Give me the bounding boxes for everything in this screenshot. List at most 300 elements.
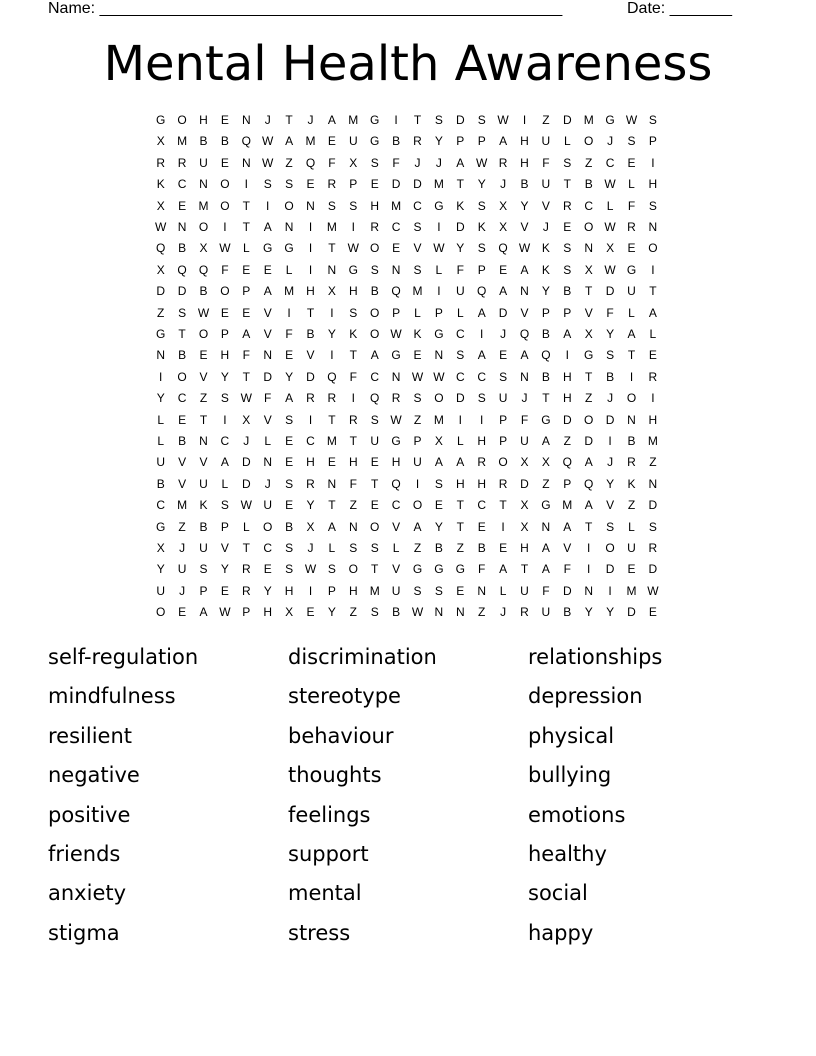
grid-letter: H xyxy=(520,541,529,555)
grid-letter: N xyxy=(434,605,444,620)
grid-letter: P xyxy=(477,134,486,149)
grid-letter: J xyxy=(307,541,314,555)
grid-letter: B xyxy=(627,434,636,448)
grid-letter: E xyxy=(242,262,251,277)
grid-letter: F xyxy=(242,348,250,363)
grid-letter: Q xyxy=(177,262,187,277)
grid-letter: H xyxy=(348,284,358,299)
grid-letter: J xyxy=(607,134,614,149)
grid-letter: U xyxy=(391,583,401,598)
grid-letter: S xyxy=(606,519,615,534)
grid-letter: O xyxy=(220,177,230,192)
grid-letter: R xyxy=(348,412,358,427)
grid-letter: M xyxy=(583,113,594,127)
grid-letter: A xyxy=(263,220,272,234)
grid-letter: S xyxy=(563,262,572,277)
grid-row xyxy=(150,602,675,623)
grid-letter: F xyxy=(520,412,529,427)
grid-letter: D xyxy=(241,476,251,491)
grid-row xyxy=(150,452,675,473)
grid-letter: Q xyxy=(477,284,487,299)
grid-letter: V xyxy=(520,305,529,320)
grid-letter: I xyxy=(651,262,655,277)
grid-letter: T xyxy=(242,220,250,234)
grid-letter: O xyxy=(370,519,380,534)
grid-letter: G xyxy=(626,262,637,277)
grid-letter: I xyxy=(651,391,655,406)
word-list-item: physical xyxy=(528,723,615,748)
grid-letter: S xyxy=(370,605,379,620)
grid-letter: L xyxy=(157,412,165,427)
grid-letter: R xyxy=(562,198,572,213)
grid-letter: S xyxy=(199,562,208,577)
grid-letter: P xyxy=(327,583,336,598)
grid-letter: O xyxy=(648,241,658,256)
grid-letter: N xyxy=(241,113,251,127)
grid-letter: U xyxy=(520,583,529,598)
grid-letter: G xyxy=(391,434,401,448)
grid-letter: D xyxy=(177,284,187,299)
name-field-label[interactable]: Name: ____________________________________________________ xyxy=(48,0,563,17)
grid-letter: C xyxy=(263,541,273,555)
grid-letter: W xyxy=(604,220,616,234)
grid-letter: D xyxy=(413,177,422,192)
grid-letter: L xyxy=(392,541,400,555)
grid-letter: J xyxy=(542,220,549,234)
grid-letter: Z xyxy=(563,434,571,448)
grid-letter: Z xyxy=(478,605,486,620)
grid-letter: F xyxy=(285,327,293,341)
grid-letter: L xyxy=(264,434,272,448)
grid-letter: I xyxy=(587,541,591,555)
grid-letter: W xyxy=(476,155,488,170)
grid-letter: J xyxy=(307,113,314,127)
grid-letter: S xyxy=(285,476,294,491)
grid-letter: V xyxy=(220,541,229,555)
grid-letter: E xyxy=(220,583,229,598)
grid-letter: E xyxy=(627,241,636,256)
word-list-item: thoughts xyxy=(288,763,382,788)
grid-letter: D xyxy=(498,305,508,320)
grid-row xyxy=(150,217,675,238)
grid-letter: A xyxy=(413,519,422,534)
grid-letter: S xyxy=(499,369,508,384)
grid-letter: S xyxy=(606,348,615,363)
grid-row xyxy=(150,431,675,452)
grid-letter: Q xyxy=(541,348,551,363)
grid-row xyxy=(150,345,675,366)
grid-letter: S xyxy=(370,541,379,555)
grid-letter: V xyxy=(392,562,401,577)
grid-letter: S xyxy=(648,198,657,213)
grid-letter: Z xyxy=(349,498,357,513)
word-list-item: relationships xyxy=(528,645,663,669)
grid-letter: H xyxy=(455,476,465,491)
word-list-item: anxiety xyxy=(48,881,127,906)
grid-letter: J xyxy=(607,455,614,470)
grid-letter: T xyxy=(413,113,422,127)
grid-letter: I xyxy=(480,327,484,341)
grid-letter: J xyxy=(435,155,442,170)
grid-letter: D xyxy=(391,177,401,192)
grid-letter: A xyxy=(456,155,465,170)
grid-letter: T xyxy=(328,412,336,427)
grid-letter: R xyxy=(627,220,636,234)
grid-letter: E xyxy=(499,348,508,363)
grid-letter: J xyxy=(607,391,614,406)
word-list-item: stigma xyxy=(48,920,120,945)
grid-letter: S xyxy=(434,476,443,491)
grid-letter: T xyxy=(627,348,636,363)
grid-letter: B xyxy=(477,541,486,555)
grid-letter: O xyxy=(220,284,230,299)
grid-row xyxy=(150,559,675,580)
grid-letter: T xyxy=(285,113,293,127)
grid-letter: W xyxy=(647,583,659,598)
grid-letter: E xyxy=(285,498,294,513)
grid-letter: J xyxy=(500,177,507,192)
grid-letter: P xyxy=(456,134,465,149)
grid-letter: I xyxy=(223,412,227,427)
grid-letter: V xyxy=(263,412,272,427)
grid-letter: N xyxy=(584,241,594,256)
grid-row xyxy=(150,517,675,538)
grid-letter: X xyxy=(285,605,294,620)
grid-letter: M xyxy=(369,583,380,598)
grid-letter: N xyxy=(648,476,658,491)
grid-letter: W xyxy=(197,305,210,320)
grid-letter: X xyxy=(306,519,315,534)
grid-letter: K xyxy=(541,241,550,256)
grid-letter: D xyxy=(648,562,658,577)
grid-letter: O xyxy=(370,241,380,256)
grid-letter: S xyxy=(648,113,657,127)
grid-letter: X xyxy=(520,519,529,534)
grid-letter: X xyxy=(499,198,508,213)
grid-letter: T xyxy=(456,177,464,192)
grid-letter: F xyxy=(349,476,357,491)
grid-letter: E xyxy=(648,605,657,620)
grid-letter: W xyxy=(390,327,402,341)
grid-letter: E xyxy=(648,348,657,363)
grid-letter: B xyxy=(392,605,401,620)
grid-letter: T xyxy=(306,305,315,320)
grid-letter: M xyxy=(305,134,316,149)
grid-letter: X xyxy=(520,498,529,513)
grid-letter: X xyxy=(584,262,593,277)
word-search-grid xyxy=(150,110,675,630)
grid-letter: V xyxy=(263,305,272,320)
grid-letter: T xyxy=(456,498,464,513)
grid-letter: I xyxy=(330,348,334,363)
grid-letter: G xyxy=(455,562,465,577)
grid-letter: M xyxy=(626,583,637,598)
grid-letter: Z xyxy=(585,391,593,406)
grid-letter: T xyxy=(585,369,593,384)
grid-letter: T xyxy=(328,498,336,513)
grid-letter: D xyxy=(241,455,251,470)
grid-letter: I xyxy=(266,198,270,213)
grid-row xyxy=(150,474,675,495)
grid-letter: U xyxy=(156,583,166,598)
grid-letter: C xyxy=(477,369,487,384)
grid-letter: P xyxy=(242,284,251,299)
grid-letter: T xyxy=(371,476,379,491)
grid-letter: S xyxy=(370,155,379,170)
grid-letter: H xyxy=(220,348,230,363)
grid-letter: L xyxy=(435,262,443,277)
grid-letter: Y xyxy=(220,369,229,384)
grid-letter: H xyxy=(263,605,273,620)
grid-letter: F xyxy=(542,155,550,170)
grid-letter: I xyxy=(394,113,398,127)
grid-letter: R xyxy=(498,155,508,170)
grid-letter: Y xyxy=(327,605,336,620)
grid-letter: I xyxy=(565,348,569,363)
grid-letter: D xyxy=(605,562,615,577)
grid-letter: B xyxy=(606,369,615,384)
grid-letter: Y xyxy=(263,583,272,598)
grid-letter: T xyxy=(242,541,250,555)
grid-letter: I xyxy=(308,412,313,427)
grid-letter: E xyxy=(627,155,636,170)
grid-letter: B xyxy=(285,519,294,534)
grid-letter: P xyxy=(477,262,486,277)
grid-letter: C xyxy=(220,434,230,448)
grid-letter: P xyxy=(220,519,229,534)
grid-letter: E xyxy=(263,262,272,277)
grid-letter: G xyxy=(412,562,423,577)
grid-letter: R xyxy=(241,583,251,598)
grid-letter: X xyxy=(584,327,593,341)
grid-letter: S xyxy=(413,391,422,406)
grid-letter: L xyxy=(456,434,464,448)
grid-letter: G xyxy=(541,412,551,427)
grid-letter: D xyxy=(520,476,529,491)
grid-letter: S xyxy=(456,348,465,363)
grid-letter: A xyxy=(199,605,208,620)
grid-letter: V xyxy=(584,305,593,320)
grid-letter: R xyxy=(520,605,529,620)
grid-letter: G xyxy=(348,262,358,277)
grid-letter: B xyxy=(178,241,187,256)
grid-letter: Y xyxy=(434,519,443,534)
grid-letter: P xyxy=(434,305,443,320)
grid-letter: E xyxy=(392,241,401,256)
grid-letter: H xyxy=(520,155,529,170)
grid-letter: G xyxy=(541,498,551,513)
grid-letter: M xyxy=(412,284,423,299)
grid-row xyxy=(150,281,675,302)
grid-row xyxy=(150,303,675,324)
grid-letter: L xyxy=(628,177,635,192)
grid-letter: L xyxy=(242,241,250,256)
grid-row xyxy=(150,495,675,516)
grid-letter: L xyxy=(456,305,464,320)
grid-letter: W xyxy=(262,134,274,149)
grid-letter: Q xyxy=(584,476,594,491)
grid-letter: Z xyxy=(585,155,593,170)
grid-letter: W xyxy=(604,262,616,277)
grid-letter: E xyxy=(477,519,486,534)
grid-letter: C xyxy=(391,498,401,513)
grid-letter: K xyxy=(477,220,486,234)
grid-letter: Q xyxy=(305,155,316,170)
grid-letter: Q xyxy=(391,284,401,299)
grid-letter: U xyxy=(199,476,208,491)
grid-letter: W xyxy=(262,155,274,170)
grid-letter: Z xyxy=(542,476,550,491)
grid-letter: N xyxy=(391,262,401,277)
grid-letter: O xyxy=(198,220,209,234)
grid-letter: V xyxy=(520,220,529,234)
grid-letter: B xyxy=(178,348,187,363)
grid-letter: J xyxy=(264,476,271,491)
grid-letter: D xyxy=(562,412,572,427)
grid-letter: D xyxy=(627,605,636,620)
grid-letter: U xyxy=(541,605,551,620)
grid-row xyxy=(150,410,675,431)
grid-letter: H xyxy=(648,177,658,192)
grid-letter: O xyxy=(370,305,380,320)
grid-letter: R xyxy=(306,476,315,491)
grid-letter: U xyxy=(520,434,529,448)
grid-letter: R xyxy=(306,391,315,406)
grid-letter: J xyxy=(521,391,528,406)
grid-row xyxy=(150,196,675,217)
grid-letter: R xyxy=(648,369,658,384)
grid-letter: S xyxy=(434,583,443,598)
grid-letter: M xyxy=(433,177,444,192)
grid-letter: C xyxy=(177,177,187,192)
grid-letter: I xyxy=(651,155,655,170)
grid-letter: Z xyxy=(413,412,422,427)
grid-letter: I xyxy=(501,519,505,534)
grid-letter: I xyxy=(244,177,248,192)
grid-letter: I xyxy=(437,220,441,234)
grid-letter: T xyxy=(349,348,357,363)
grid-letter: B xyxy=(199,519,208,534)
grid-letter: X xyxy=(156,134,165,149)
grid-letter: A xyxy=(327,519,336,534)
grid-letter: G xyxy=(263,241,273,256)
word-list-item: mindfulness xyxy=(48,684,176,709)
grid-letter: P xyxy=(648,134,657,149)
grid-letter: F xyxy=(221,262,229,277)
grid-letter: P xyxy=(392,305,401,320)
grid-letter: E xyxy=(285,455,294,470)
date-field-label[interactable]: Date: _______ xyxy=(627,0,732,17)
grid-letter: K xyxy=(456,198,465,213)
grid-letter: W xyxy=(390,412,402,427)
grid-letter: F xyxy=(264,391,272,406)
grid-letter: B xyxy=(178,434,187,448)
grid-letter: G xyxy=(584,348,594,363)
grid-letter: A xyxy=(541,541,550,555)
grid-letter: F xyxy=(392,155,400,170)
grid-letter: O xyxy=(156,605,166,620)
grid-letter: H xyxy=(370,198,380,213)
grid-letter: D xyxy=(306,369,315,384)
grid-letter: B xyxy=(199,284,208,299)
grid-letter: S xyxy=(413,262,422,277)
grid-letter: F xyxy=(478,562,486,577)
grid-letter: G xyxy=(434,562,444,577)
grid-letter: A xyxy=(520,348,529,363)
grid-letter: N xyxy=(584,583,594,598)
grid-letter: S xyxy=(413,583,422,598)
grid-letter: E xyxy=(220,113,229,127)
grid-letter: C xyxy=(177,391,187,406)
grid-letter: H xyxy=(562,369,572,384)
grid-letter: M xyxy=(348,113,359,127)
grid-letter: N xyxy=(648,220,658,234)
grid-letter: F xyxy=(627,198,636,213)
grid-letter: F xyxy=(456,262,464,277)
grid-letter: D xyxy=(648,498,658,513)
grid-letter: D xyxy=(584,434,594,448)
grid-letter: E xyxy=(327,134,336,149)
word-list-item: emotions xyxy=(528,802,626,827)
grid-letter: W xyxy=(433,369,445,384)
grid-letter: J xyxy=(500,327,507,341)
grid-letter: S xyxy=(349,305,358,320)
grid-letter: L xyxy=(242,519,250,534)
grid-letter: T xyxy=(199,412,208,427)
grid-letter: Z xyxy=(542,113,550,127)
grid-letter: T xyxy=(242,369,250,384)
grid-letter: E xyxy=(285,348,294,363)
grid-letter: I xyxy=(308,220,313,234)
grid-letter: B xyxy=(584,177,593,192)
grid-letter: H xyxy=(284,583,294,598)
grid-letter: A xyxy=(584,498,593,513)
grid-letter: I xyxy=(287,305,291,320)
grid-letter: C xyxy=(584,198,594,213)
grid-letter: A xyxy=(220,455,229,470)
grid-letter: U xyxy=(263,498,273,513)
grid-letter: W xyxy=(155,220,167,234)
grid-letter: S xyxy=(327,198,336,213)
grid-letter: W xyxy=(240,391,252,406)
grid-letter: B xyxy=(563,605,572,620)
grid-row xyxy=(150,238,675,259)
grid-letter: V xyxy=(392,519,401,534)
grid-letter: E xyxy=(434,498,443,513)
grid-letter: T xyxy=(178,327,186,341)
grid-letter: C xyxy=(455,369,465,384)
grid-letter: N xyxy=(327,262,337,277)
grid-letter: Z xyxy=(649,455,657,470)
grid-letter: U xyxy=(541,177,551,192)
grid-letter: V xyxy=(199,455,208,470)
grid-letter: C xyxy=(306,434,315,448)
grid-letter: V xyxy=(263,327,272,341)
grid-row xyxy=(150,110,675,131)
grid-letter: Y xyxy=(541,284,550,299)
grid-letter: S xyxy=(178,305,187,320)
grid-letter: B xyxy=(306,327,315,341)
grid-letter: S xyxy=(349,198,358,213)
grid-letter: B xyxy=(563,284,572,299)
word-list xyxy=(48,638,768,958)
grid-letter: E xyxy=(306,177,315,192)
grid-letter: E xyxy=(370,177,379,192)
grid-letter: D xyxy=(455,391,465,406)
grid-letter: I xyxy=(587,562,591,577)
grid-letter: O xyxy=(412,498,423,513)
grid-letter: A xyxy=(285,134,294,149)
